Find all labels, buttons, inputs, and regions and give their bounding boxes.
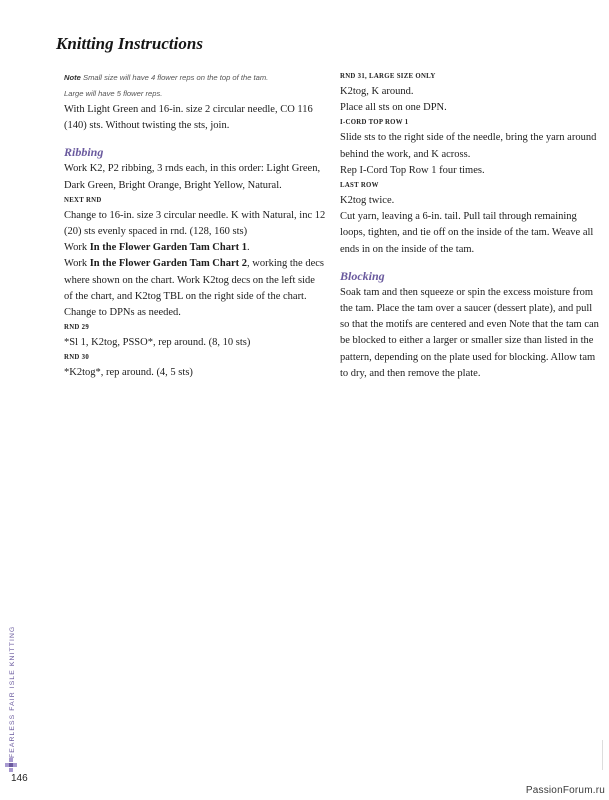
chart2-paragraph	[64, 256, 326, 305]
next-rnd-paragraph: Change to 16-in. size 3 circular needle. K with Natural, inc 12 (20) sts evenly spaced in rnd. (128, 160 sts)	[64, 209, 326, 238]
running-head	[8, 625, 20, 758]
last-row-line-1: K2tog twice.	[340, 195, 395, 207]
chart1-prefix: Work	[64, 242, 90, 254]
icord-paragraph: Slide sts to the right side of the needle, bring the yarn around behind the work, and K across.	[340, 132, 597, 160]
chart1-suffix: .	[247, 242, 250, 254]
rnd31-line-2: Place all sts on one DPN.	[340, 102, 447, 114]
rnd30-label: RND 30	[64, 354, 90, 362]
note-text-1: Small size will have 4 flower reps on the top of the tam.	[83, 73, 269, 82]
note-line-1	[64, 70, 326, 86]
plus-block-bottom	[9, 768, 13, 772]
right-column	[340, 70, 602, 382]
plus-block-top	[9, 758, 13, 762]
chart2-suffix: , working the decs where shown on the chart. Work K2tog decs on the left side of the chart, and K2tog TBL on the right side of the chart.	[64, 258, 324, 302]
next-rnd-label: NEXT RND	[64, 196, 102, 204]
plus-block-center	[9, 763, 13, 767]
last-row-label: LAST ROW	[340, 182, 379, 190]
book-title-vertical: FEARLESS FAIR ISLE KNITTING	[9, 625, 16, 758]
note-label: Note	[64, 73, 81, 82]
rnd31-line-1: K2tog, K around.	[340, 86, 414, 97]
ribbing-paragraph: Work K2, P2 ribbing, 3 rnds each, in this order: Light Green, Dark Green, Bright Orange, Bright Yellow, Natural.	[64, 163, 321, 191]
plus-ornament-icon	[4, 758, 18, 772]
rnd29-label: RND 29	[64, 324, 90, 332]
dpn-paragraph: Change to DPNs as needed.	[64, 307, 181, 319]
left-column	[64, 70, 326, 382]
rnd30-paragraph: *K2tog*, rep around. (4, 5 sts)	[64, 367, 193, 379]
chart2-link-text: In the Flower Garden Tam Chart 2	[89, 258, 248, 270]
ribbing-heading: Ribbing	[64, 145, 104, 160]
rnd29-paragraph: *Sl 1, K2tog, PSSO*, rep around. (8, 10 sts)	[64, 337, 251, 349]
page-edge-divider	[602, 740, 603, 770]
intro-paragraph: With Light Green and 16-in. size 2 circular needle, CO 116 (140) sts. Without twisting the sts, join.	[64, 104, 313, 132]
watermark: PassionForum.ru	[525, 785, 605, 796]
page-number: 146	[11, 773, 28, 784]
page-title: Knitting Instructions	[56, 34, 203, 53]
plus-block-left	[5, 763, 9, 767]
blocking-paragraph: Soak tam and then squeeze or spin the excess moisture from the tam. Place the tam over a saucer (dessert plate), and pull so that the motifs are centered and even Note that the tam can be blocked to either a larger or smaller size than listed in the pattern, depending on the plate used for blocking. Allow tam to dry, and then remove the plate.	[340, 286, 599, 379]
plus-block-right	[13, 763, 17, 767]
blocking-heading: Blocking	[340, 268, 385, 283]
chart2-prefix: Work	[64, 258, 90, 270]
last-row-paragraph: Cut yarn, leaving a 6-in. tail. Pull tail through remaining loops, tighten, and tie off on the inside of the tam. Weave all ends in on the inside of the tam.	[340, 211, 594, 255]
rnd31-label: RND 31, LARGE SIZE ONLY	[340, 73, 436, 80]
chart1-paragraph	[64, 240, 326, 256]
chart1-link-text: In the Flower Garden Tam Chart 1	[89, 242, 248, 254]
icord-repeat: Rep I-Cord Top Row 1 four times.	[340, 164, 485, 176]
icord-label: I-CORD TOP ROW 1	[340, 119, 409, 127]
note-line-2: Large will have 5 flower reps.	[64, 89, 163, 98]
